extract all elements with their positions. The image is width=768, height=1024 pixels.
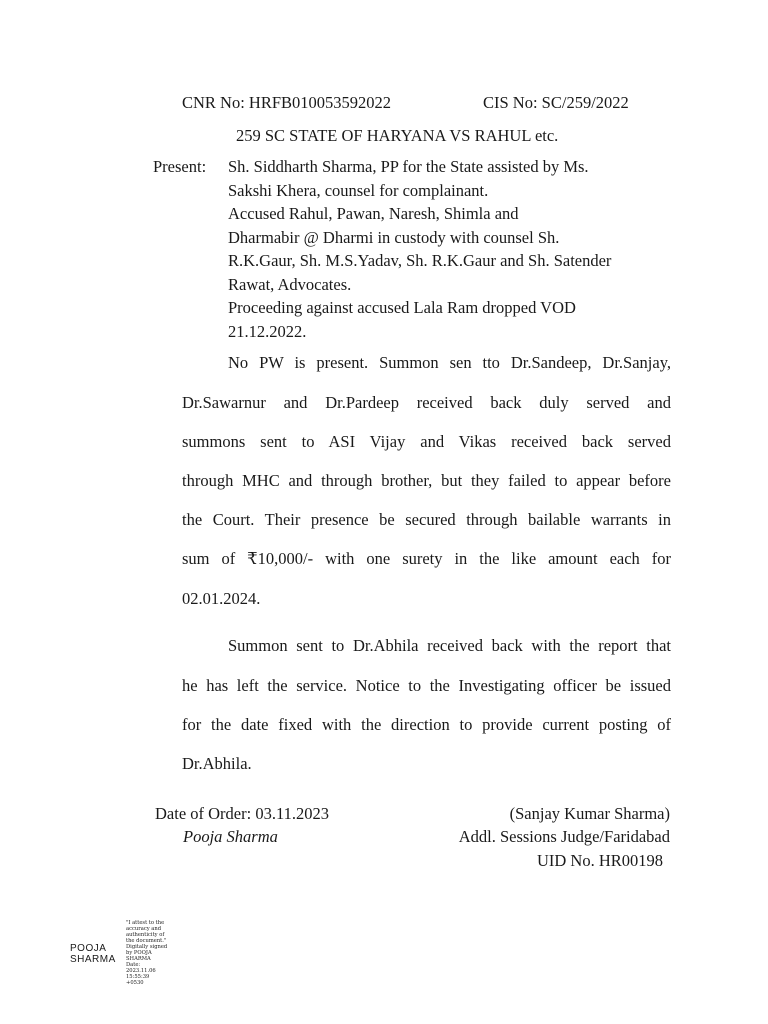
paragraph-line: through MHC and through brother, but they failed to appear before: [182, 471, 671, 490]
present-label: Present:: [153, 157, 207, 176]
present-line: Sakshi Khera, counsel for complainant.: [228, 181, 489, 200]
signature-text-line: Date:: [126, 962, 141, 968]
present-line: Accused Rahul, Pawan, Naresh, Shimla and: [228, 204, 519, 223]
signature-text-line: authenticity of: [126, 932, 165, 938]
present-line: Dharmabir @ Dharmi in custody with counsel Sh.: [228, 228, 560, 247]
paragraph-line: summons sent to ASI Vijay and Vikas received back served: [182, 432, 671, 451]
paragraph-line: No PW is present. Summon sen tto Dr.Sandeep, Dr.Sanjay,: [228, 353, 671, 372]
cnr-number: CNR No: HRFB010053592022: [182, 93, 392, 112]
paragraph-line: he has left the service. Notice to the Investigating officer be issued: [182, 676, 671, 695]
signature-text-line: Digitally signed: [126, 944, 168, 950]
signature-text-line: accuracy and: [126, 926, 162, 932]
signature-text-line: by POOJA: [126, 950, 152, 956]
present-line: 21.12.2022.: [228, 322, 307, 341]
judge-designation: Addl. Sessions Judge/Faridabad: [458, 827, 670, 846]
signature-text-line: 15:55:39: [126, 974, 150, 980]
case-title: 259 SC STATE OF HARYANA VS RAHUL etc.: [236, 126, 559, 145]
paragraph-line: Dr.Sawarnur and Dr.Pardeep received back duly served and: [182, 393, 671, 412]
cis-number: CIS No: SC/259/2022: [483, 93, 629, 112]
present-line: Rawat, Advocates.: [228, 275, 352, 294]
typist-name: Pooja Sharma: [183, 827, 278, 846]
present-line: Sh. Siddharth Sharma, PP for the State assisted by Ms.: [228, 157, 589, 176]
signature-text-line: "I attest to the: [126, 920, 165, 926]
paragraph-line: 02.01.2024.: [182, 589, 261, 608]
signer-name-line2: SHARMA: [70, 954, 116, 965]
signer-name-line1: POOJA: [70, 943, 107, 954]
paragraph-line: Dr.Abhila.: [182, 754, 252, 773]
signature-details: [126, 920, 182, 986]
signature-text-line: the document.": [126, 938, 167, 944]
judge-name: (Sanjay Kumar Sharma): [509, 804, 670, 823]
paragraph-line: Summon sent to Dr.Abhila received back with the report that: [228, 636, 671, 655]
signature-text-line: 2023.11.06: [126, 968, 156, 974]
paragraph-line: sum of ₹10,000/- with one surety in the like amount each for: [182, 549, 671, 568]
date-of-order: Date of Order: 03.11.2023: [155, 804, 329, 823]
present-line: R.K.Gaur, Sh. M.S.Yadav, Sh. R.K.Gaur and Sh. Satender: [228, 251, 612, 270]
signature-text-line: +0530: [126, 980, 144, 986]
paragraph-line: the Court. Their presence be secured through bailable warrants in: [182, 510, 671, 529]
uid-number: UID No. HR00198: [536, 851, 663, 870]
present-line: Proceeding against accused Lala Ram dropped VOD: [228, 298, 576, 317]
signature-text-line: SHARMA: [126, 956, 151, 962]
paragraph-line: for the date fixed with the direction to provide current posting of: [182, 715, 671, 734]
